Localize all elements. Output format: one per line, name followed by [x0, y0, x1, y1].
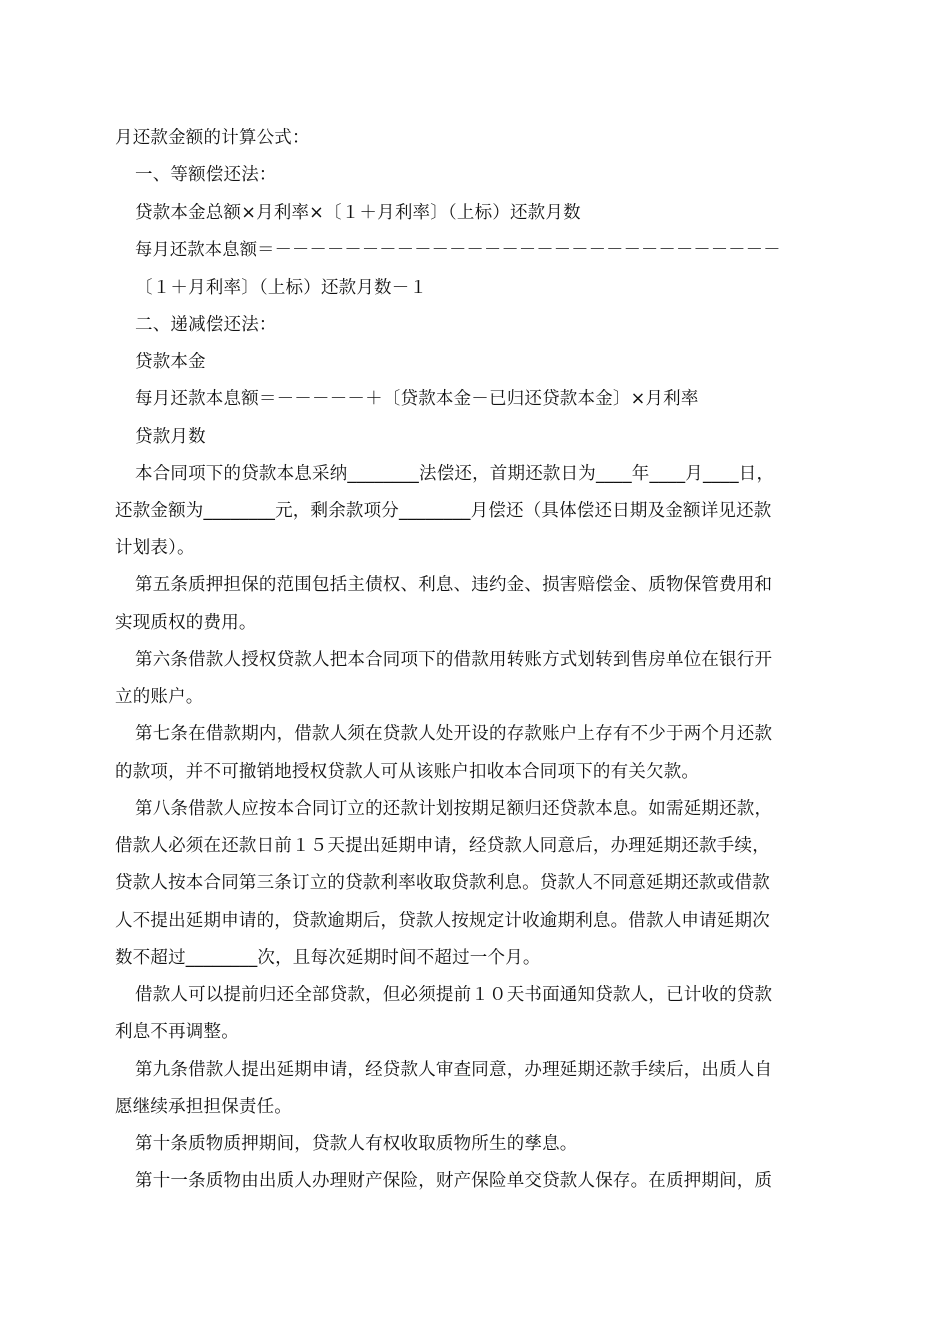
text-line: 愿继续承担担保责任。 — [115, 1097, 292, 1117]
text-line: 第五条质押担保的范围包括主债权、利息、违约金、损害赔偿金、质物保管费用和 — [135, 575, 773, 595]
text-line: 贷款本金 — [135, 352, 206, 372]
text-line: 每月还款本息额＝－－－－－＋〔贷款本金－已归还贷款本金〕×月利率 — [135, 389, 699, 409]
text-line: 二、递减偿还法： — [135, 315, 277, 335]
text-line: 借款人可以提前归还全部贷款，但必须提前１０天书面通知贷款人，已计收的贷款 — [135, 985, 773, 1005]
text-line: 计划表）。 — [115, 538, 195, 558]
text-line: 第八条借款人应按本合同订立的还款计划按期足额归还贷款本息。如需延期还款， — [135, 799, 773, 819]
text-line: 实现质权的费用。 — [115, 613, 257, 633]
text-line: 贷款人按本合同第三条订立的贷款利率收取贷款利息。贷款人不同意延期还款或借款 — [115, 873, 770, 893]
text-line: 立的账户。 — [115, 687, 204, 707]
text-line: 月还款金额的计算公式： — [115, 128, 310, 148]
text-line: 第九条借款人提出延期申请，经贷款人审查同意，办理延期还款手续后，出质人自 — [135, 1060, 773, 1080]
text-line: 一、等额偿还法： — [135, 165, 277, 185]
text-line: 人不提出延期申请的，贷款逾期后，贷款人按规定计收逾期利息。借款人申请延期次 — [115, 911, 770, 931]
text-line: 数不超过________次，且每次延期时间不超过一个月。 — [115, 948, 541, 968]
text-line: 第十条质物质押期间，贷款人有权收取质物所生的孳息。 — [135, 1134, 578, 1154]
text-line: 第七条在借款期内，借款人须在贷款人处开设的存款账户上存有不少于两个月还款 — [135, 724, 773, 744]
text-line: 〔１＋月利率〕（上标）还款月数－１ — [135, 278, 428, 298]
text-line: 第六条借款人授权贷款人把本合同项下的借款用转账方式划转到售房单位在银行开 — [135, 650, 773, 670]
text-line: 本合同项下的贷款本息采纳________法偿还，首期还款日为____年____月____日， — [135, 464, 775, 484]
text-line: 每月还款本息额＝－－－－－－－－－－－－－－－－－－－－－－－－－－－－－ — [135, 240, 781, 260]
text-line: 利息不再调整。 — [115, 1022, 239, 1042]
text-line: 还款金额为________元，剩余款项分________月偿还（具体偿还日期及金额详见还款 — [115, 501, 772, 521]
text-line: 借款人必须在还款日前１５天提出延期申请，经贷款人同意后，办理延期还款手续， — [115, 836, 770, 856]
text-line: 的款项，并不可撤销地授权贷款人可从该账户扣收本合同项下的有关欠款。 — [115, 762, 700, 782]
text-line: 贷款月数 — [135, 427, 206, 447]
text-line: 贷款本金总额×月利率×〔１＋月利率〕（上标）还款月数 — [135, 203, 581, 223]
text-line: 第十一条质物由出质人办理财产保险，财产保险单交贷款人保存。在质押期间，质 — [135, 1171, 773, 1191]
